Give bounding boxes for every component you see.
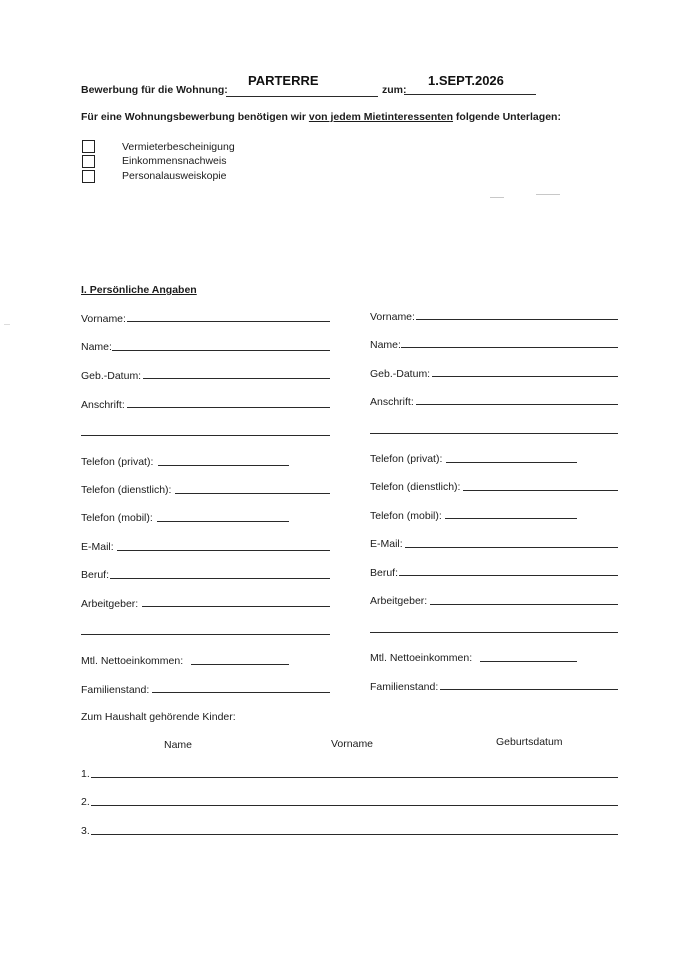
field-line-anschrift[interactable]: [127, 407, 330, 408]
children-col-vorname: Vorname: [331, 738, 374, 750]
date-line: [404, 94, 536, 95]
field-line-telefon-mobil-2[interactable]: [445, 518, 577, 519]
field-label-vorname-2: Vorname:: [370, 311, 415, 323]
field-line-name[interactable]: [112, 350, 330, 351]
field-label-geburtsdatum-2: Geb.-Datum:: [370, 368, 431, 380]
child-row-number: 1.: [81, 768, 90, 780]
field-label-telefon-privat: Telefon (privat):: [81, 456, 154, 468]
field-line-familienstand[interactable]: [152, 692, 330, 693]
field-label-email: E-Mail:: [81, 541, 114, 553]
field-line-vorname-2[interactable]: [416, 319, 618, 320]
field-label-telefon-mobil-2: Telefon (mobil):: [370, 510, 442, 522]
field-line-arbeitgeber-2[interactable]: [430, 604, 618, 605]
field-label-telefon-privat-2: Telefon (privat):: [370, 453, 443, 465]
field-line-email-2[interactable]: [405, 547, 618, 548]
field-line-arbeitgeber-2[interactable]: [81, 634, 330, 635]
apartment-line: [226, 96, 378, 97]
field-label-telefon-mobil: Telefon (mobil):: [81, 512, 153, 524]
field-line-name-2[interactable]: [401, 347, 618, 348]
field-line-beruf[interactable]: [110, 578, 330, 579]
intro-underlined: von jedem Mietinteressenten: [308, 111, 454, 123]
children-label: Zum Haushalt gehörende Kinder:: [81, 711, 236, 723]
field-line-nettoeinkommen[interactable]: [191, 664, 289, 665]
doc-label: Vermieterbescheinigung: [122, 141, 235, 153]
child-row-line-1[interactable]: [91, 777, 618, 778]
field-line-anschrift-2[interactable]: [416, 404, 618, 405]
field-line-vorname[interactable]: [127, 321, 330, 322]
child-row-line-2[interactable]: [91, 805, 618, 806]
field-label-name: Name:: [81, 341, 112, 353]
intro-part1: Für eine Wohnungsbewerbung benötigen wir: [81, 111, 309, 123]
scan-speck: [4, 324, 10, 325]
scan-speck: [536, 194, 560, 195]
field-label-familienstand: Familienstand:: [81, 684, 150, 696]
field-label-arbeitgeber-2: Arbeitgeber:: [370, 595, 428, 607]
intro-part2: folgende Unterlagen:: [453, 111, 561, 123]
scan-speck: [490, 197, 504, 198]
checkbox-vermieterbescheinigung[interactable]: [82, 140, 95, 153]
field-line-arbeitgeber-2b[interactable]: [370, 632, 618, 633]
doc-label: Einkommensnachweis: [122, 155, 227, 167]
field-label-name-2: Name:: [370, 339, 401, 351]
doc-label: Personalausweiskopie: [122, 170, 227, 182]
field-line-email[interactable]: [117, 550, 330, 551]
checkbox-einkommensnachweis[interactable]: [82, 155, 95, 168]
field-line-beruf-2[interactable]: [399, 575, 618, 576]
field-line-nettoeinkommen-2[interactable]: [480, 661, 577, 662]
field-line-telefon-privat-2[interactable]: [446, 462, 577, 463]
field-label-nettoeinkommen: Mtl. Nettoeinkommen:: [81, 655, 184, 667]
date-label: zum:: [382, 84, 407, 96]
section-title: I. Persönliche Angaben: [81, 284, 197, 296]
field-label-geburtsdatum: Geb.-Datum:: [81, 370, 142, 382]
field-label-vorname: Vorname:: [81, 313, 126, 325]
field-label-telefon-dienstlich-2: Telefon (dienstlich):: [370, 481, 461, 493]
apartment-value[interactable]: PARTERRE: [248, 73, 319, 88]
child-row-line-3[interactable]: [91, 834, 618, 835]
field-line-familienstand-2[interactable]: [440, 689, 618, 690]
intro-text: [81, 111, 561, 123]
field-label-telefon-dienstlich: Telefon (dienstlich):: [81, 484, 172, 496]
field-line-anschrift-2b[interactable]: [370, 433, 618, 434]
field-label-beruf-2: Beruf:: [370, 567, 399, 579]
child-row-number: 2.: [81, 796, 90, 808]
field-label-familienstand-2: Familienstand:: [370, 681, 439, 693]
field-line-telefon-mobil[interactable]: [157, 521, 289, 522]
field-label-email-2: E-Mail:: [370, 538, 403, 550]
children-col-geburtsdatum: Geburtsdatum: [496, 736, 563, 748]
field-line-telefon-dienstlich-2[interactable]: [463, 490, 618, 491]
field-line-geburtsdatum-2[interactable]: [432, 376, 618, 377]
application-label: Bewerbung für die Wohnung:: [81, 84, 228, 96]
field-line-telefon-privat[interactable]: [158, 465, 289, 466]
field-line-telefon-dienstlich[interactable]: [175, 493, 330, 494]
field-label-anschrift: Anschrift:: [81, 399, 125, 411]
field-label-beruf: Beruf:: [81, 569, 110, 581]
field-line-geburtsdatum[interactable]: [143, 378, 330, 379]
field-label-nettoeinkommen-2: Mtl. Nettoeinkommen:: [370, 652, 473, 664]
date-value[interactable]: 1.SEPT.2026: [428, 73, 504, 88]
field-label-anschrift-2: Anschrift:: [370, 396, 414, 408]
child-row-number: 3.: [81, 825, 90, 837]
checkbox-personalausweiskopie[interactable]: [82, 170, 95, 183]
field-label-arbeitgeber: Arbeitgeber:: [81, 598, 139, 610]
children-col-name: Name: [164, 739, 193, 751]
field-line-anschrift-2[interactable]: [81, 435, 330, 436]
field-line-arbeitgeber[interactable]: [142, 606, 330, 607]
